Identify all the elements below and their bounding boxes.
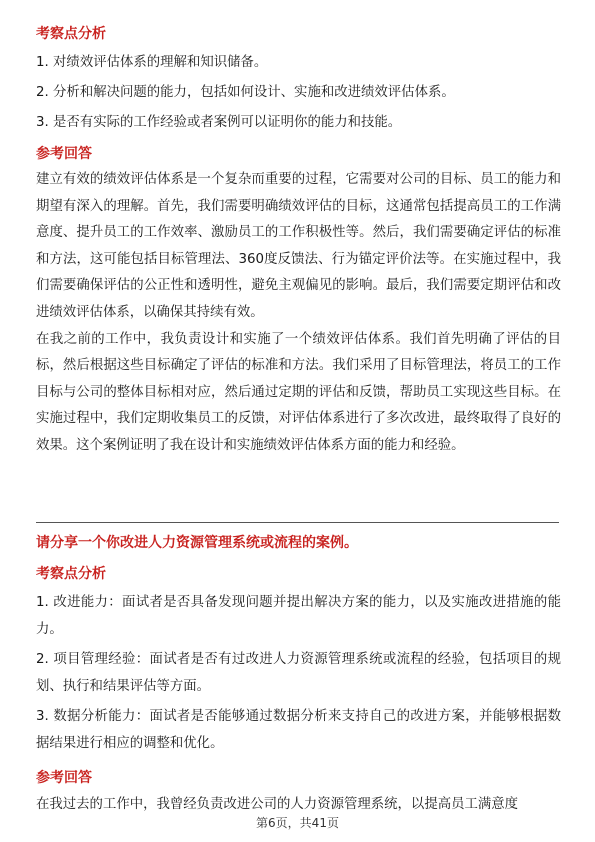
- analysis-heading-2: 考察点分析: [36, 566, 106, 582]
- answer-paragraph: 在我过去的工作中，我曾经负责改进公司的人力资源管理系统，以提高员工满意度: [36, 796, 519, 812]
- analysis-heading-1: 考察点分析: [36, 26, 106, 42]
- answer-paragraph: 建立有效的绩效评估体系是一个复杂而重要的过程，它需要对公司的目标、员工的能力和期望有深入的理解。首先，我们需要明确绩效评估的目标，这通常包括提高员工的工作满意度、提升员工的工作效率、激励员工的工作积极性等。然后，我们需要确定评估的标准和方法，这可能包括目标管理法、360度反馈法、行为锚定评价法等。在实施过程中，我们需要确保评估的公正性和透明性，避免主观偏见的影响。最后，我们需要定期评估和改进绩效评估体系，以确保其持续有效。: [36, 172, 561, 320]
- analysis-list-2: [36, 590, 561, 758]
- answer-body-1: [36, 167, 561, 460]
- analysis-list-1: [36, 50, 561, 136]
- page-number: 第6页，共41页: [256, 816, 339, 830]
- list-item: 2. 分析和解决问题的能力，包括如何设计、实施和改进绩效评估体系。: [36, 85, 455, 100]
- page-content: [36, 14, 561, 460]
- list-item: 1. 对绩效评估体系的理解和知识储备。: [36, 55, 268, 70]
- list-item: 1. 改进能力：面试者是否具备发现问题并提出解决方案的能力，以及实施改进措施的能力。: [36, 595, 561, 637]
- answer-heading-1: 参考回答: [36, 146, 92, 162]
- answer-paragraph: 在我之前的工作中，我负责设计和实施了一个绩效评估体系。我们首先明确了评估的目标，然后根据这些目标确定了评估的标准和方法。我们采用了目标管理法，将员工的工作目标与公司的整体目标相对应，然后通过定期的评估和反馈，帮助员工实现这些目标。在实施过程中，我们定期收集员工的反馈，对评估体系进行了多次改进，最终取得了良好的效果。这个案例证明了我在设计和实施绩效评估体系方面的能力和经验。: [36, 331, 561, 453]
- list-item: 3. 数据分析能力：面试者是否能够通过数据分析来支持自己的改进方案，并能够根据数据结果进行相应的调整和优化。: [36, 709, 561, 751]
- section-divider: [36, 522, 559, 523]
- question-title: 请分享一个你改进人力资源管理系统或流程的案例。: [36, 535, 358, 551]
- question-section: [36, 533, 561, 818]
- answer-heading-2: 参考回答: [36, 769, 92, 786]
- list-item: 2. 项目管理经验：面试者是否有过改进人力资源管理系统或流程的经验，包括项目的规划、执行和结果评估等方面。: [36, 652, 561, 694]
- list-item: 3. 是否有实际的工作经验或者案例可以证明你的能力和技能。: [36, 115, 402, 130]
